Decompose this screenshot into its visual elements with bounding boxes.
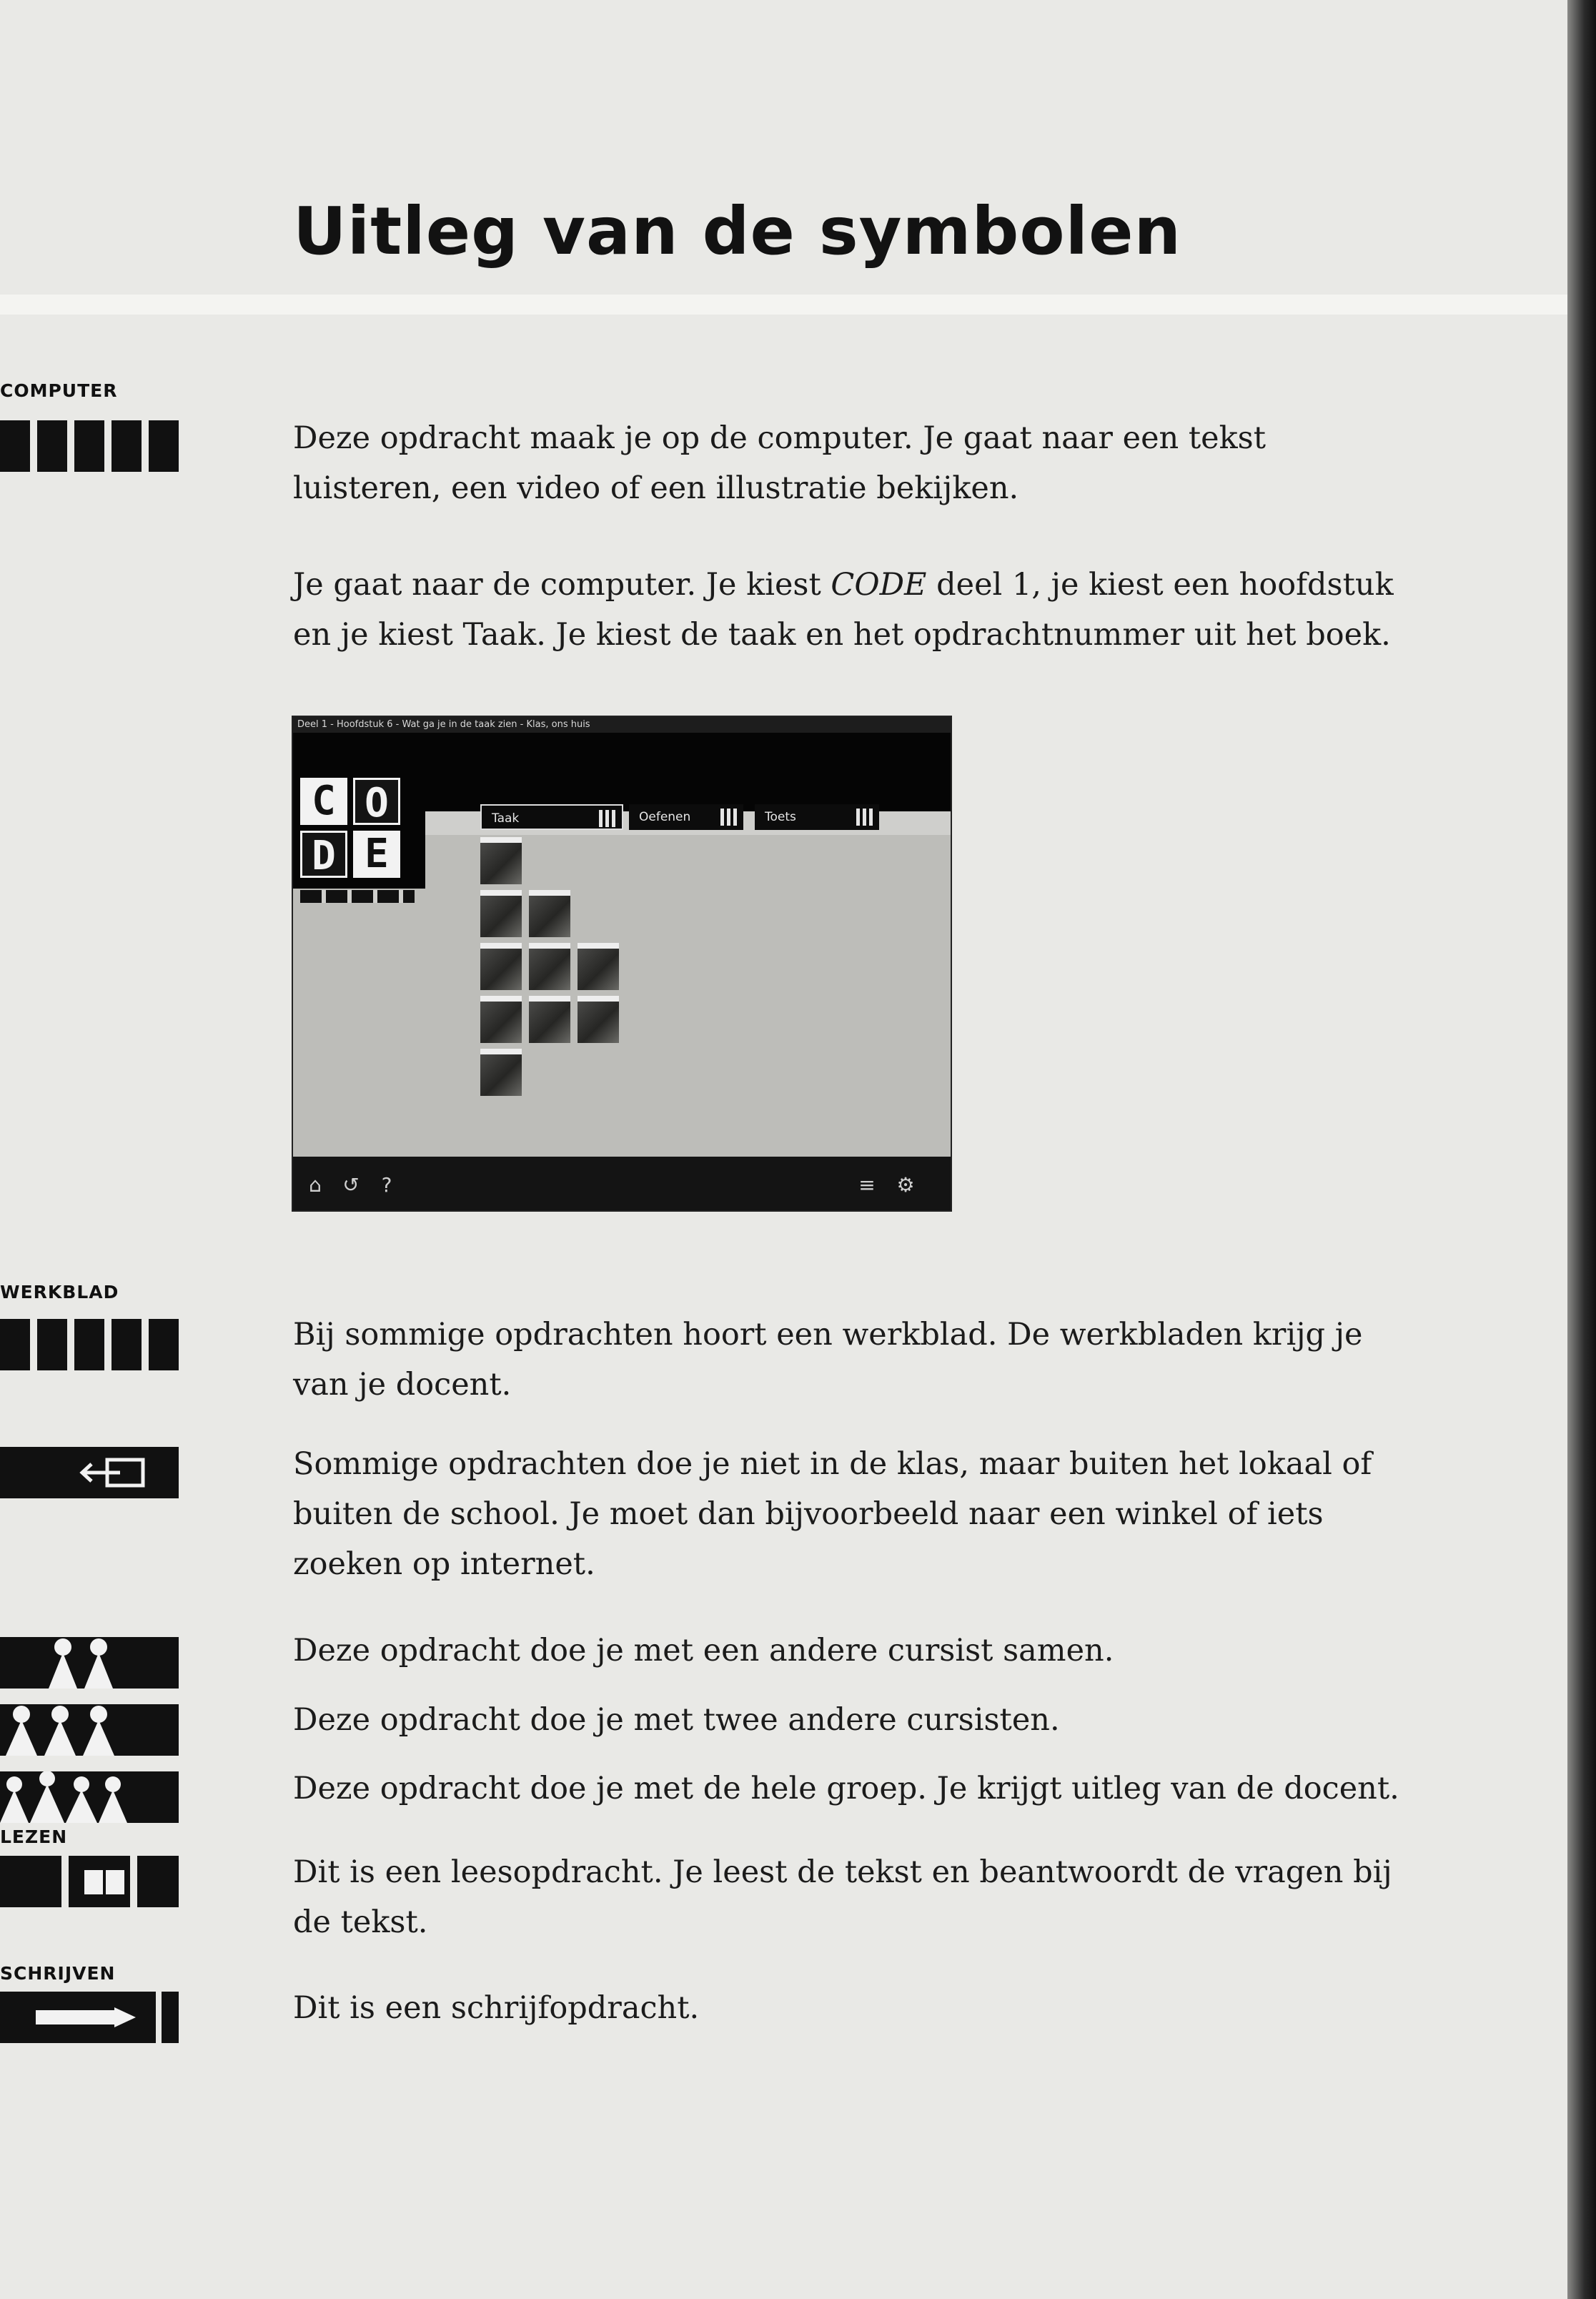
buiten-exit-icon	[0, 1447, 179, 1498]
task-thumbnail[interactable]	[480, 1049, 522, 1096]
computer-symbol-icon	[0, 420, 179, 472]
task-thumbnail[interactable]	[480, 943, 522, 990]
tab-bars-icon	[599, 810, 618, 827]
settings-icon[interactable]: ⚙	[896, 1173, 915, 1197]
page-title: Uitleg van de symbolen	[293, 193, 1181, 270]
computer-paragraph-2: Je gaat naar de computer. Je kiest CODE deel 1, je kiest een hoofdstuk en je kiest Taak. Je kiest de taak en het opdrachtnummer uit het boek.	[293, 567, 1394, 653]
whole-group-icon	[0, 1771, 179, 1823]
task-thumbnail[interactable]	[578, 943, 619, 990]
werkblad-symbol-icon	[0, 1319, 179, 1370]
label-werkblad: WERKBLAD	[0, 1282, 119, 1302]
tab-taak[interactable]	[480, 804, 623, 830]
tab-bars-icon	[856, 809, 875, 826]
buiten-paragraph: Sommige opdrachten doe je niet in de klas, maar buiten het lokaal of buiten de school. Je moet dan bijvoorbeeld naar een winkel of iets zoeken op internet.	[293, 1446, 1372, 1582]
group-of-three-icon	[0, 1704, 179, 1756]
task-thumbnail[interactable]	[529, 996, 570, 1043]
task-thumbnail[interactable]	[578, 996, 619, 1043]
help-icon[interactable]: ?	[381, 1173, 392, 1197]
lezen-paragraph: Dit is een leesopdracht. Je leest de tekst en beantwoordt de vragen bij de tekst.	[293, 1854, 1392, 1940]
logo-letter-c: C	[300, 778, 347, 825]
tab-taak-label: Taak	[492, 811, 520, 826]
writing-pencil-icon	[0, 1992, 179, 2043]
pair-work-icon	[0, 1637, 179, 1689]
logo-letter-d: D	[300, 831, 347, 878]
task-thumbnail[interactable]	[480, 996, 522, 1043]
pair-work-paragraph: Deze opdracht doe je met een andere cursist samen.	[293, 1633, 1114, 1668]
tab-oefenen[interactable]	[629, 804, 743, 830]
group-of-three-paragraph: Deze opdracht doe je met twee andere cursisten.	[293, 1702, 1060, 1738]
tab-bars-icon	[720, 809, 739, 826]
task-thumbnail[interactable]	[529, 890, 570, 937]
schrijven-paragraph: Dit is een schrijfopdracht.	[293, 1990, 700, 2026]
werkblad-paragraph: Bij sommige opdrachten hoort een werkblad. De werkbladen krijg je van je docent.	[293, 1317, 1363, 1403]
menu-icon[interactable]: ≡	[858, 1173, 876, 1197]
logo-letter-e: E	[353, 831, 400, 878]
app-titlebar: Deel 1 - Hoofdstuk 6 - Wat ga je in de taak zien - Klas, ons huis	[293, 717, 951, 733]
label-computer: COMPUTER	[0, 380, 118, 401]
reading-book-icon	[0, 1856, 179, 1907]
back-icon[interactable]: ↺	[342, 1173, 360, 1197]
tab-toets[interactable]	[755, 804, 879, 830]
task-thumbnail[interactable]	[480, 837, 522, 884]
logo-stripe	[300, 890, 415, 903]
whole-group-paragraph: Deze opdracht doe je met de hele groep. Je krijgt uitleg van de docent.	[293, 1771, 1399, 1806]
task-thumbnail[interactable]	[529, 943, 570, 990]
logo-letter-o: O	[353, 778, 400, 825]
page-edge	[1567, 0, 1596, 2299]
label-schrijven: SCHRIJVEN	[0, 1963, 116, 1984]
code-logo	[293, 771, 425, 889]
task-thumbnail[interactable]	[480, 890, 522, 937]
computer-paragraph-1: Deze opdracht maak je op de computer. Je gaat naar een tekst luisteren, een video of een illustratie bekijken.	[293, 420, 1267, 506]
tab-toets-label: Toets	[765, 810, 796, 824]
title-divider	[0, 295, 1567, 315]
tab-oefenen-label: Oefenen	[639, 810, 691, 824]
code-app-screenshot	[293, 717, 951, 1210]
home-icon[interactable]: ⌂	[309, 1173, 322, 1197]
label-lezen: LEZEN	[0, 1826, 68, 1847]
